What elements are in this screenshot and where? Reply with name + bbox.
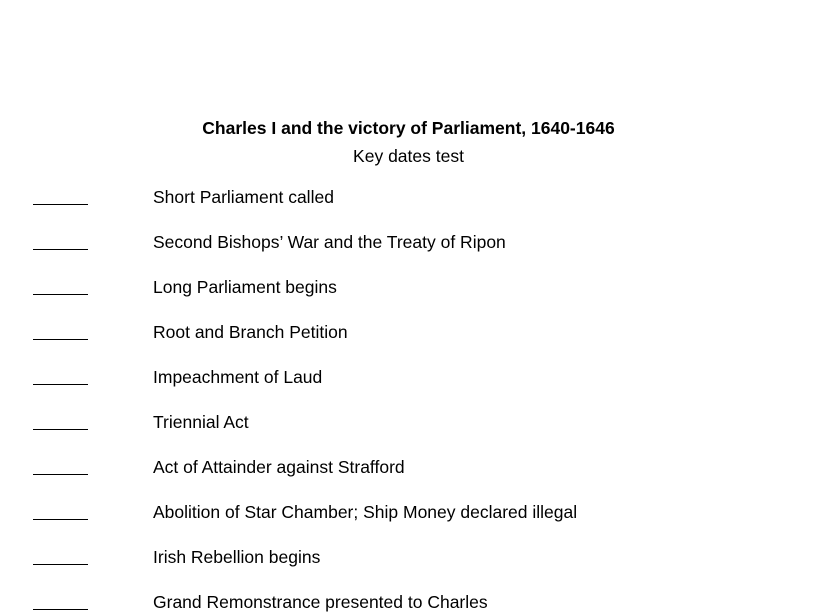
list-item: [0, 276, 814, 300]
event-text: Impeachment of Laud: [153, 367, 323, 387]
answer-blank[interactable]: [33, 474, 88, 475]
list-item: [0, 546, 814, 570]
answer-blank[interactable]: [33, 294, 88, 295]
event-text: Short Parliament called: [153, 187, 334, 207]
event-text: Irish Rebellion begins: [153, 547, 321, 567]
answer-blank[interactable]: [33, 519, 88, 520]
list-item: [0, 591, 814, 615]
list-item: [0, 321, 814, 345]
event-text: Triennial Act: [153, 412, 249, 432]
event-text: Grand Remonstrance presented to Charles: [153, 592, 488, 612]
list-item: [0, 501, 814, 525]
event-text: Abolition of Star Chamber; Ship Money declared illegal: [153, 502, 578, 522]
document-title: Charles I and the victory of Parliament, 1640-1646: [202, 118, 615, 138]
event-text: Root and Branch Petition: [153, 322, 348, 342]
list-item: [0, 456, 814, 480]
list-item: [0, 186, 814, 210]
answer-blank[interactable]: [33, 429, 88, 430]
answer-blank[interactable]: [33, 204, 88, 205]
list-item: [0, 411, 814, 435]
event-text: Act of Attainder against Strafford: [153, 457, 405, 477]
answer-blank[interactable]: [33, 564, 88, 565]
answer-blank[interactable]: [33, 384, 88, 385]
event-text: Second Bishops’ War and the Treaty of Ripon: [153, 232, 506, 252]
answer-blank[interactable]: [33, 609, 88, 610]
list-item: [0, 231, 814, 255]
answer-blank[interactable]: [33, 249, 88, 250]
event-text: Long Parliament begins: [153, 277, 337, 297]
document-subtitle: Key dates test: [353, 146, 464, 166]
answer-blank[interactable]: [33, 339, 88, 340]
list-item: [0, 366, 814, 390]
